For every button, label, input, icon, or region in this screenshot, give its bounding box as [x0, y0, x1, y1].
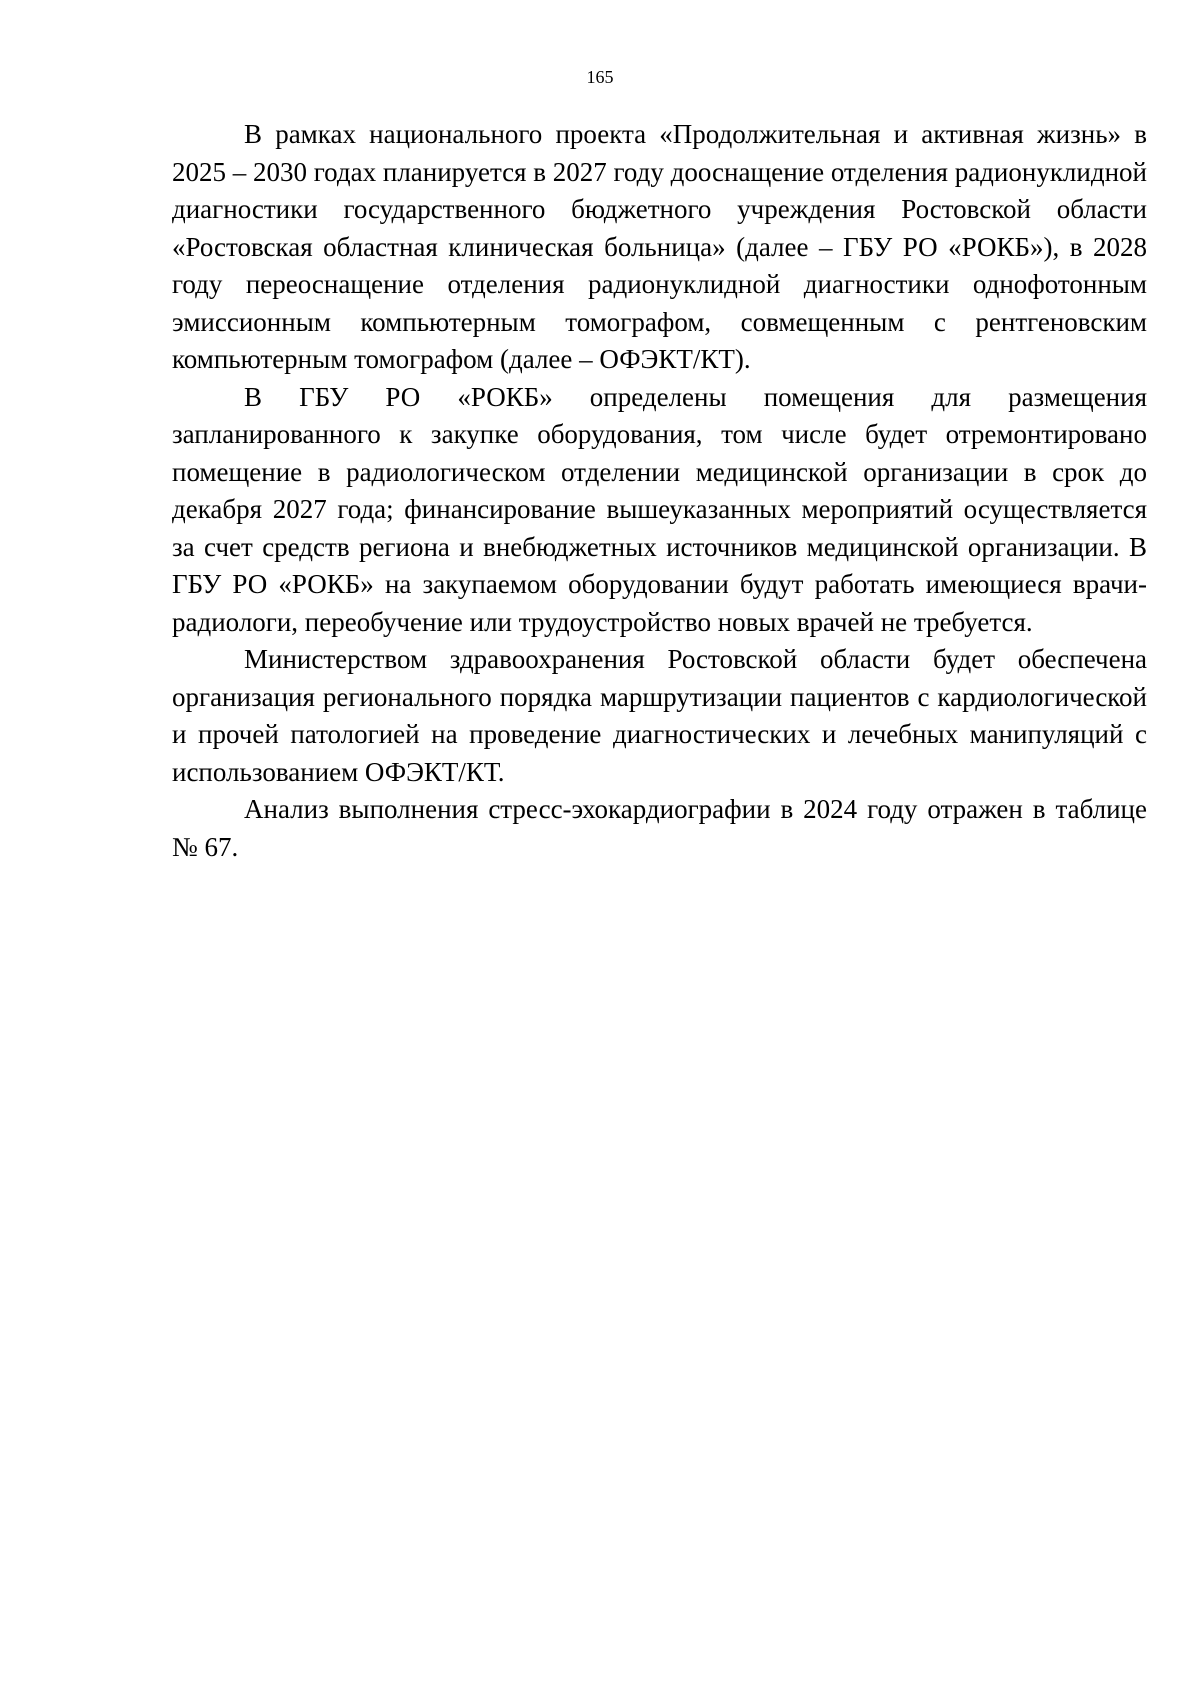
paragraph-routing: Министерством здравоохранения Ростовской области будет обеспечена организация регионального порядка маршрутизации пациентов с кардиологической и прочей патологией на проведение диагностических и лечебных манипуляций с использованием ОФЭКТ/КТ. — [172, 644, 1147, 787]
body-text — [172, 116, 1147, 866]
paragraph-analysis: Анализ выполнения стресс-эхокардиографии в 2024 году отражен в таблице № 67. — [172, 794, 1147, 862]
page-number: 165 — [586, 67, 614, 87]
paragraph-national-project: В рамках национального проекта «Продолжительная и активная жизнь» в 2025 – 2030 годах планируется в 2027 году дооснащение отделения радионуклидной диагностики государственного бюджетного учреждения Ростовской области «Ростовская областная клиническая больница» (далее – ГБУ РО «РОКБ»), в 2028 году переоснащение отделения радионуклидной диагностики однофотонным эмиссионным компьютерным томографом, совмещенным с рентгеновским компьютерным томографом (далее – ОФЭКТ/КТ). — [172, 119, 1147, 374]
paragraph-premises: В ГБУ РО «РОКБ» определены помещения для размещения запланированного к закупке оборудования, том числе будет отремонтировано помещение в радиологическом отделении медицинской организации в срок до декабря 2027 года; финансирование вышеуказанных мероприятий осуществляется за счет средств региона и внебюджетных источников медицинской организации. В ГБУ РО «РОКБ» на закупаемом оборудовании будут работать имеющиеся врачи-радиологи, переобучение или трудоустройство новых врачей не требуется. — [172, 381, 1147, 637]
